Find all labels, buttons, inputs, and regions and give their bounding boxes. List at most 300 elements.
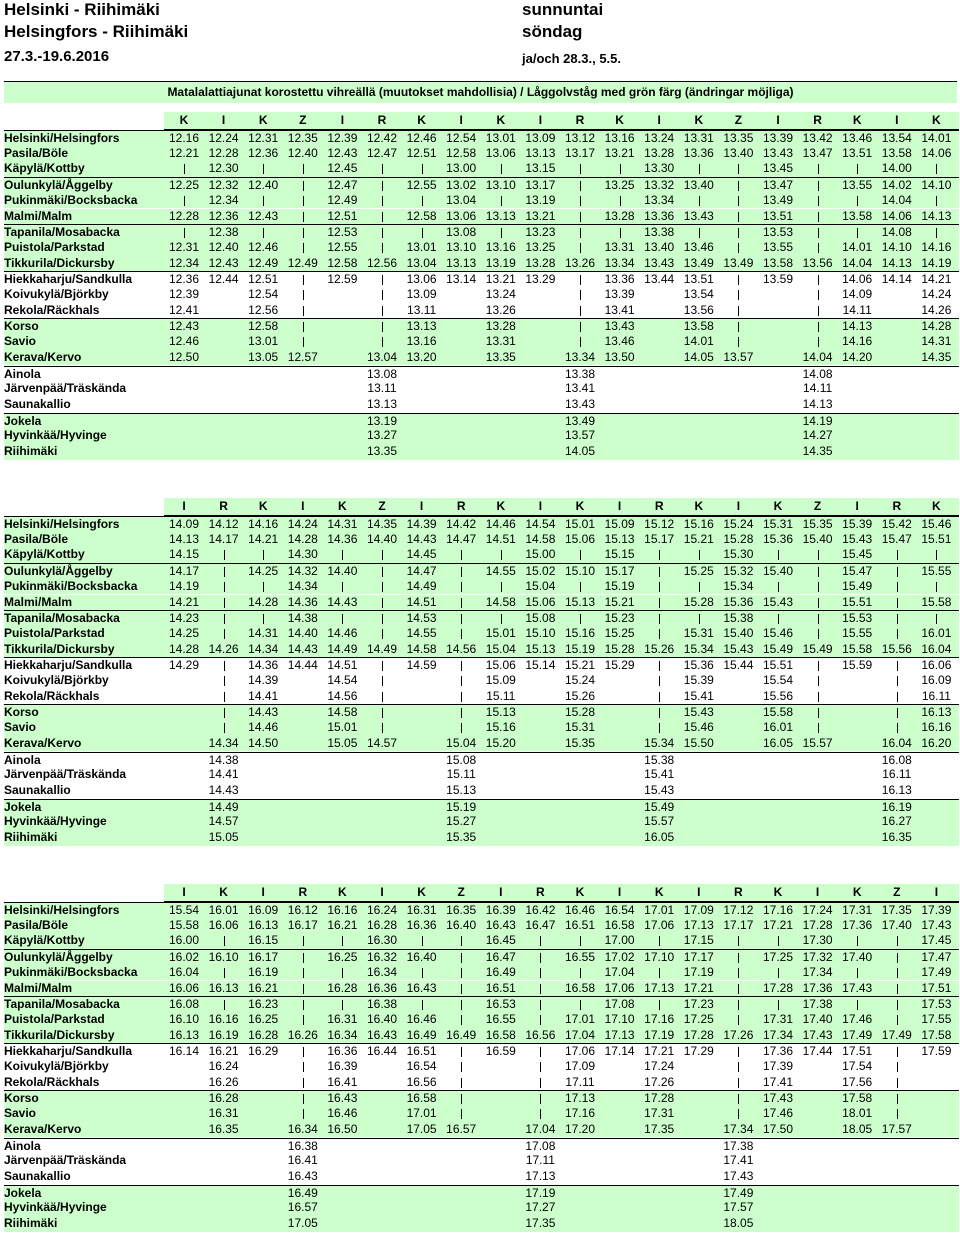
departure-time: 17.25: [683, 1011, 714, 1026]
departure-time: 15.59: [842, 658, 873, 673]
train-type-code: I: [538, 113, 543, 127]
pass-through-marker: [382, 290, 383, 300]
departure-time: 12.49: [248, 255, 279, 270]
station-name: Jokela: [4, 1185, 42, 1200]
departure-time: 15.06: [564, 531, 596, 546]
departure-time: 17.27: [525, 1200, 556, 1215]
pass-through-marker: [382, 181, 383, 191]
departure-time: 14.13: [168, 531, 200, 546]
departure-time: 13.34: [644, 192, 675, 207]
departure-time: 14.13: [921, 208, 952, 223]
departure-time: 14.54: [327, 673, 358, 687]
pass-through-marker: [897, 953, 898, 963]
pass-through-marker: [897, 1109, 898, 1119]
train-type-code: I: [499, 885, 503, 899]
departure-time: 17.04: [604, 964, 635, 979]
departure-time: 16.36: [366, 980, 398, 995]
pass-through-marker: [540, 953, 541, 963]
departure-time: 16.35: [208, 1121, 239, 1136]
departure-time: 13.43: [683, 208, 714, 223]
station-name: Tikkurila/Dickursby: [4, 1027, 115, 1042]
departure-time: 13.09: [406, 287, 437, 301]
departure-time: 16.53: [485, 997, 516, 1012]
pass-through-marker: [461, 692, 462, 702]
departure-time: 15.08: [525, 611, 556, 626]
train-type-code: K: [258, 113, 268, 127]
departure-time: 17.55: [921, 1011, 952, 1026]
departure-time: 17.39: [762, 1059, 794, 1073]
departure-time: 14.28: [287, 531, 318, 546]
departure-time: 14.29: [168, 658, 200, 673]
departure-time: 15.56: [762, 688, 794, 703]
departure-time: 14.43: [406, 531, 437, 546]
departure-time: 17.38: [723, 1138, 754, 1153]
departure-time: 12.36: [168, 272, 200, 287]
departure-time: 14.46: [485, 517, 516, 531]
departure-time: 13.35: [723, 131, 754, 145]
departure-time: 15.06: [525, 594, 556, 609]
timetable-row: [4, 642, 959, 658]
pass-through-marker: [461, 550, 462, 560]
train-type-code: K: [773, 885, 783, 899]
pass-through-marker: [461, 567, 462, 577]
departure-time: 14.09: [842, 287, 873, 301]
departure-time: 13.20: [406, 349, 437, 364]
pass-through-marker: [422, 968, 423, 978]
train-type-code: K: [773, 499, 783, 513]
train-type-code: K: [852, 113, 862, 127]
departure-time: 13.24: [644, 131, 675, 145]
departure-time: 13.55: [842, 178, 873, 193]
station-name: Puistola/Parkstad: [4, 239, 105, 254]
departure-time: 14.31: [327, 517, 358, 531]
departure-time: 15.56: [881, 641, 912, 656]
pass-through-marker: [659, 629, 660, 639]
departure-time: 17.45: [921, 933, 952, 948]
departure-time: 16.39: [485, 903, 516, 917]
station-name: Käpylä/Kottby: [4, 547, 85, 562]
departure-time: 14.41: [208, 767, 239, 782]
pass-through-marker: [303, 164, 304, 174]
departure-time: 13.28: [525, 255, 556, 270]
departure-time: 14.26: [208, 641, 239, 656]
departure-time: 16.25: [327, 950, 358, 965]
timetable-row: [4, 933, 959, 949]
pass-through-marker: [936, 196, 937, 206]
departure-time: 15.13: [525, 641, 556, 656]
station-name: Jokela: [4, 799, 42, 814]
station-name: Koivukylä/Björkby: [4, 287, 109, 301]
departure-time: 15.38: [644, 752, 675, 767]
departure-time: 16.31: [406, 903, 437, 917]
pass-through-marker: [422, 1000, 423, 1010]
pass-through-marker: [738, 181, 739, 191]
departure-time: 16.46: [406, 1011, 437, 1026]
pass-through-marker: [382, 243, 383, 253]
departure-time: 16.34: [366, 964, 398, 979]
pass-through-marker: [738, 275, 739, 285]
departure-time: 17.01: [564, 1011, 596, 1026]
departure-time: 12.36: [248, 145, 279, 160]
pass-through-marker: [382, 567, 383, 577]
pass-through-marker: [897, 723, 898, 733]
station-name: Korso: [4, 1091, 39, 1106]
pass-through-marker: [857, 1000, 858, 1010]
train-type-code: K: [932, 499, 941, 513]
departure-time: 14.31: [248, 625, 279, 640]
station-name: Rekola/Räckhals: [4, 302, 100, 317]
departure-time: 16.11: [921, 688, 951, 703]
pass-through-marker: [263, 196, 264, 206]
departure-time: 13.17: [564, 145, 596, 160]
pass-through-marker: [540, 1015, 541, 1025]
train-type-code: R: [456, 499, 466, 513]
departure-time: 13.47: [802, 145, 833, 160]
departure-time: 12.43: [327, 145, 358, 160]
pass-through-marker: [580, 306, 581, 316]
departure-time: 16.13: [921, 705, 952, 720]
departure-time: 12.31: [168, 239, 200, 254]
departure-time: 14.36: [287, 594, 318, 609]
pass-through-marker: [461, 582, 462, 592]
departure-time: 16.11: [882, 767, 912, 782]
departure-time: 16.23: [248, 997, 279, 1012]
departure-time: 13.13: [485, 208, 516, 223]
departure-time: 16.28: [366, 917, 398, 932]
departure-time: 16.19: [248, 964, 279, 979]
departure-time: 15.44: [723, 658, 754, 673]
departure-time: 15.21: [604, 594, 635, 609]
departure-time: 17.56: [842, 1074, 873, 1089]
pass-through-marker: [224, 614, 225, 624]
pass-through-marker: [224, 968, 225, 978]
departure-time: 18.05: [723, 1216, 754, 1230]
departure-time: 17.43: [762, 1091, 794, 1106]
departure-time: 13.49: [683, 255, 714, 270]
departure-time: 15.13: [564, 594, 596, 609]
train-type-code: K: [694, 113, 704, 127]
departure-time: 14.14: [881, 272, 912, 287]
pass-through-marker: [897, 692, 898, 702]
timetable-row: [4, 209, 959, 225]
departure-time: 12.46: [168, 334, 200, 349]
departure-time: 16.15: [248, 933, 279, 948]
departure-time: 13.39: [604, 287, 635, 301]
departure-time: 12.36: [208, 208, 239, 223]
departure-time: 17.46: [842, 1011, 873, 1026]
pass-through-marker: [897, 1015, 898, 1025]
departure-time: 13.46: [842, 131, 873, 145]
train-type-header: [164, 498, 959, 516]
pass-through-marker: [778, 936, 779, 946]
departure-time: 15.57: [802, 735, 833, 750]
departure-time: 16.13: [881, 782, 912, 797]
departure-time: 15.10: [525, 625, 556, 640]
train-type-code: Z: [378, 499, 386, 513]
pass-through-marker: [818, 322, 819, 332]
departure-time: 13.30: [644, 161, 675, 176]
departure-time: 13.19: [485, 255, 516, 270]
departure-time: 13.14: [446, 272, 477, 287]
departure-time: 13.01: [406, 239, 437, 254]
departure-time: 15.11: [486, 688, 516, 703]
departure-time: 17.49: [881, 1027, 912, 1042]
departure-time: 13.55: [762, 239, 794, 254]
station-name: Hiekkaharju/Sandkulla: [4, 1044, 133, 1059]
departure-time: 14.39: [248, 673, 279, 687]
departure-time: 16.13: [248, 917, 279, 932]
station-name: Hyvinkää/Hyvinge: [4, 814, 107, 829]
departure-time: 14.01: [921, 131, 952, 145]
pass-through-marker: [224, 629, 225, 639]
departure-time: 12.58: [248, 319, 279, 334]
pass-through-marker: [540, 1062, 541, 1072]
departure-time: 17.28: [802, 917, 833, 932]
route-title-fi: Helsinki - Riihimäki: [4, 0, 160, 19]
pass-through-marker: [897, 936, 898, 946]
departure-time: 13.11: [407, 302, 437, 317]
departure-time: 16.34: [327, 1027, 358, 1042]
departure-time: 14.25: [248, 564, 279, 579]
station-name: Rekola/Räckhals: [4, 688, 100, 703]
departure-time: 13.13: [366, 396, 398, 411]
train-type-code: K: [852, 885, 862, 899]
departure-time: 15.53: [842, 611, 873, 626]
pass-through-marker: [818, 228, 819, 238]
departure-time: 14.41: [248, 688, 279, 703]
train-type-code: K: [575, 499, 585, 513]
departure-time: 15.40: [802, 531, 833, 546]
pass-through-marker: [303, 337, 304, 347]
departure-time: 15.46: [683, 720, 714, 735]
pass-through-marker: [263, 164, 264, 174]
departure-time: 15.30: [723, 547, 754, 562]
departure-time: 17.49: [921, 964, 952, 979]
train-type-code: K: [179, 113, 189, 127]
departure-time: 14.12: [208, 517, 239, 531]
departure-time: 14.57: [208, 814, 239, 829]
departure-time: 15.26: [644, 641, 675, 656]
departure-time: 16.59: [485, 1044, 516, 1059]
departure-time: 17.21: [762, 917, 794, 932]
pass-through-marker: [738, 164, 739, 174]
departure-time: 17.16: [762, 903, 794, 917]
departure-time: 14.13: [842, 319, 873, 334]
timetable-row: [4, 1028, 959, 1044]
departure-time: 13.08: [366, 366, 398, 381]
departure-time: 16.49: [406, 1027, 437, 1042]
departure-time: 15.23: [604, 611, 635, 626]
departure-time: 17.30: [802, 933, 833, 948]
station-name: Kerava/Kervo: [4, 735, 82, 750]
departure-time: 16.25: [248, 1011, 279, 1026]
pass-through-marker: [738, 936, 739, 946]
weekday-sv: söndag: [522, 22, 583, 41]
departure-time: 13.21: [604, 145, 635, 160]
pass-through-marker: [382, 723, 383, 733]
pass-through-marker: [461, 598, 462, 608]
departure-time: 14.40: [327, 564, 358, 579]
departure-time: 16.30: [366, 933, 398, 948]
departure-time: 16.00: [168, 933, 200, 948]
departure-time: 13.35: [366, 444, 398, 458]
departure-time: 14.45: [406, 547, 437, 562]
pass-through-marker: [936, 550, 937, 560]
pass-through-marker: [738, 1047, 739, 1057]
pass-through-marker: [501, 164, 502, 174]
pass-through-marker: [263, 550, 264, 560]
pass-through-marker: [818, 614, 819, 624]
departure-time: 17.13: [644, 980, 675, 995]
departure-time: 14.01: [842, 239, 873, 254]
departure-time: 12.40: [208, 239, 239, 254]
pass-through-marker: [738, 290, 739, 300]
departure-time: 15.08: [446, 752, 477, 767]
timetable-row: [4, 610, 959, 627]
departure-time: 15.51: [921, 531, 952, 546]
departure-time: 13.49: [564, 413, 596, 428]
departure-time: 14.44: [287, 658, 318, 673]
train-type-code: I: [380, 885, 384, 899]
departure-time: 15.58: [168, 917, 200, 932]
pass-through-marker: [303, 936, 304, 946]
station-name: Kerava/Kervo: [4, 349, 82, 364]
timetable-row: [4, 767, 959, 783]
departure-time: 12.34: [168, 255, 200, 270]
departure-time: 17.23: [683, 997, 714, 1012]
train-type-code: K: [338, 499, 347, 513]
timetable-row: [4, 918, 959, 934]
timetable-row: [4, 146, 959, 162]
pass-through-marker: [461, 984, 462, 994]
departure-time: 14.47: [406, 564, 437, 579]
departure-time: 17.54: [842, 1059, 873, 1073]
pass-through-marker: [738, 1015, 739, 1025]
departure-time: 15.17: [604, 564, 635, 579]
departure-time: 14.16: [921, 239, 952, 254]
departure-time: 14.06: [921, 145, 952, 160]
departure-time: 17.14: [604, 1044, 635, 1059]
pass-through-marker: [303, 1000, 304, 1010]
pass-through-marker: [738, 228, 739, 238]
departure-time: 16.44: [366, 1044, 398, 1059]
pass-through-marker: [422, 936, 423, 946]
departure-time: 15.35: [446, 830, 477, 844]
departure-time: 13.28: [604, 208, 635, 223]
pass-through-marker: [659, 614, 660, 624]
train-type-code: I: [855, 499, 859, 513]
departure-time: 13.06: [485, 145, 516, 160]
departure-time: 17.28: [683, 1027, 714, 1042]
departure-time: 16.58: [564, 980, 596, 995]
departure-time: 13.01: [485, 131, 516, 145]
pass-through-marker: [778, 614, 779, 624]
pass-through-marker: [857, 936, 858, 946]
departure-time: 16.24: [208, 1059, 239, 1073]
departure-time: 13.31: [604, 239, 635, 254]
timetable-row: [4, 981, 959, 997]
departure-time: 16.26: [208, 1074, 239, 1089]
station-name: Malmi/Malm: [4, 208, 73, 223]
departure-time: 15.21: [683, 531, 714, 546]
departure-time: 14.10: [881, 239, 912, 254]
pass-through-marker: [818, 275, 819, 285]
station-name: Puistola/Parkstad: [4, 1011, 105, 1026]
departure-time: 16.19: [208, 1027, 239, 1042]
station-name: Järvenpää/Träskända: [4, 1153, 127, 1168]
departure-time: 13.42: [802, 131, 833, 145]
station-name: Oulunkylä/Åggelby: [4, 178, 113, 193]
train-type-code: K: [575, 885, 585, 899]
train-type-code: K: [219, 885, 228, 899]
timetable-row: [4, 224, 959, 241]
departure-time: 15.34: [683, 641, 714, 656]
departure-time: 12.45: [327, 161, 358, 176]
pass-through-marker: [818, 196, 819, 206]
timetable-row: [4, 1138, 959, 1155]
pass-through-marker: [382, 582, 383, 592]
departure-time: 12.55: [406, 178, 437, 193]
station-name: Tapanila/Mosabacka: [4, 997, 120, 1012]
departure-time: 17.53: [921, 997, 952, 1012]
station-name: Pukinmäki/Bocksbacka: [4, 578, 138, 593]
station-name: Malmi/Malm: [4, 594, 73, 609]
timetable-row: [4, 177, 959, 194]
departure-time: 13.25: [525, 239, 556, 254]
departure-time: 15.39: [842, 517, 873, 531]
low-floor-note: Matalalattiajunat korostettu vihreällä (muutokset mahdollisia) / Låggolvståg med grön färg (ändringar möjliga): [4, 81, 957, 103]
departure-time: 15.38: [723, 611, 754, 626]
departure-time: 15.51: [762, 658, 794, 673]
timetable-row: [4, 595, 959, 611]
departure-time: 12.56: [366, 255, 398, 270]
pass-through-marker: [738, 1000, 739, 1010]
pass-through-marker: [659, 936, 660, 946]
pass-through-marker: [699, 614, 700, 624]
pass-through-marker: [897, 968, 898, 978]
departure-time: 16.06: [208, 917, 239, 932]
pass-through-marker: [659, 567, 660, 577]
pass-through-marker: [540, 1109, 541, 1119]
departure-time: 13.41: [604, 302, 635, 317]
departure-time: 12.50: [168, 349, 200, 364]
departure-time: 12.32: [208, 178, 239, 193]
pass-through-marker: [659, 708, 660, 718]
departure-time: 14.43: [287, 641, 318, 656]
pass-through-marker: [738, 322, 739, 332]
departure-time: 13.36: [604, 272, 635, 287]
departure-time: 13.28: [485, 319, 516, 334]
departure-time: 15.19: [604, 578, 635, 593]
departure-time: 13.00: [446, 161, 477, 176]
pass-through-marker: [738, 1109, 739, 1119]
pass-through-marker: [303, 1062, 304, 1072]
pass-through-marker: [818, 723, 819, 733]
departure-time: 15.16: [683, 517, 714, 531]
departure-time: 14.06: [881, 208, 912, 223]
departure-time: 14.23: [168, 611, 200, 626]
departure-time: 17.36: [842, 917, 873, 932]
pass-through-marker: [897, 1047, 898, 1057]
pass-through-marker: [184, 164, 185, 174]
station-name: Oulunkylä/Åggelby: [4, 950, 113, 965]
departure-time: 17.13: [604, 1027, 635, 1042]
departure-time: 13.57: [723, 349, 754, 364]
timetable-row: [4, 1185, 959, 1202]
station-name: Malmi/Malm: [4, 980, 73, 995]
departure-time: 15.45: [842, 547, 873, 562]
departure-time: 15.43: [683, 705, 714, 720]
